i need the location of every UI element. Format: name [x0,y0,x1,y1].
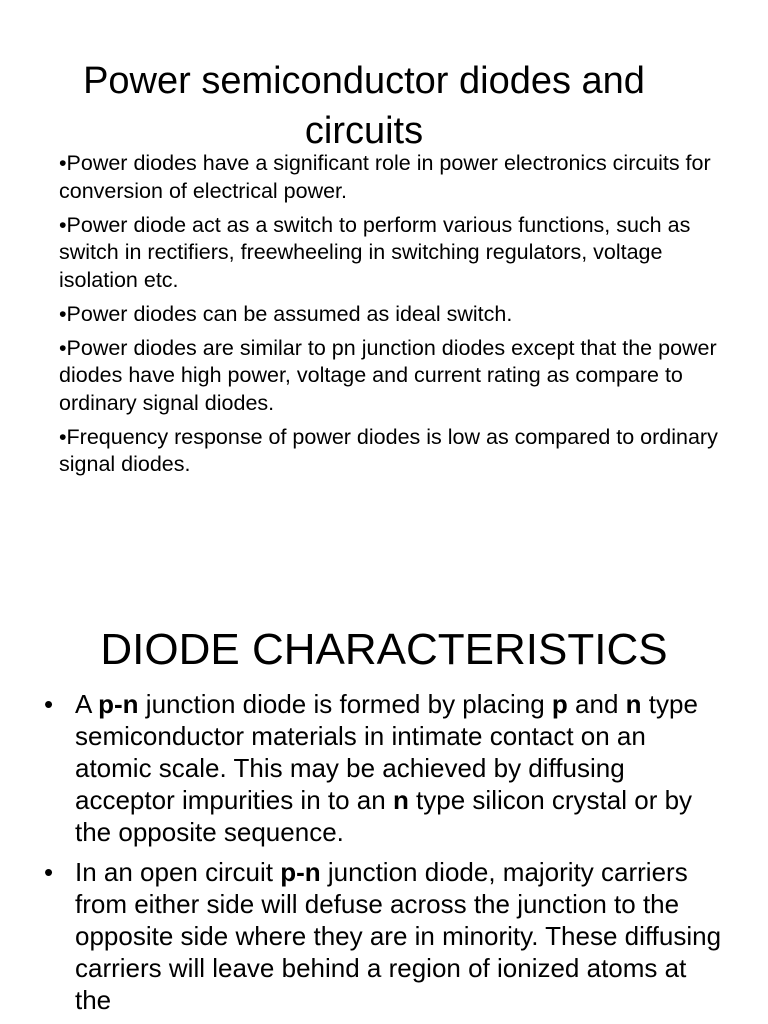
bullet-marker: • [44,689,54,719]
list-item [44,856,724,1016]
bold-text-run: n [625,689,642,719]
text-run: and [567,689,626,719]
text-run: junction diode, majority carriers from either side will defuse across the junction to the opposite side where they are in minority. These diffusing carriers will leave behind a region of ionized atoms at the [75,857,722,1015]
slide-title: DIODE CHARACTERISTICS [100,625,668,674]
list-item: •Power diode act as a switch to perform various functions, such as switch in rectifiers, freewheeling in switching regulators, voltage isolation etc. [59,212,691,292]
text-run: junction diode is formed by placing [138,689,552,719]
list-item: •Power diodes have a significant role in power electronics circuits for conversion of electrical power. [59,151,711,203]
bold-text-run: n [392,785,409,815]
text-run: type semiconductor materials in intimate contact on an atomic scale. This may be achieved by diffusing acceptor impurities in to an [75,689,698,815]
slide-title: Power semiconductor diodes and circuits [83,60,645,152]
list-item: •Frequency response of power diodes is low as compared to ordinary signal diodes. [59,424,718,476]
bold-text-run: p [551,689,568,719]
text-run: In an open circuit [75,857,281,887]
text-run: A [75,689,99,719]
list-item: •Power diodes are similar to pn junction diodes except that the power diodes have high power, voltage and current rating as compare to ordinary signal diodes. [59,335,717,415]
bold-text-run: p-n [98,689,139,719]
slide-diode-characteristics [0,560,768,1024]
bullet-list [44,688,724,1024]
list-item [44,688,724,848]
text-run: type silicon crystal or by the opposite sequence. [75,785,693,847]
bullet-marker: • [44,857,54,887]
bold-text-run: p-n [280,857,321,887]
bullet-list [59,150,719,485]
list-item: •Power diodes can be assumed as ideal switch. [59,301,513,326]
